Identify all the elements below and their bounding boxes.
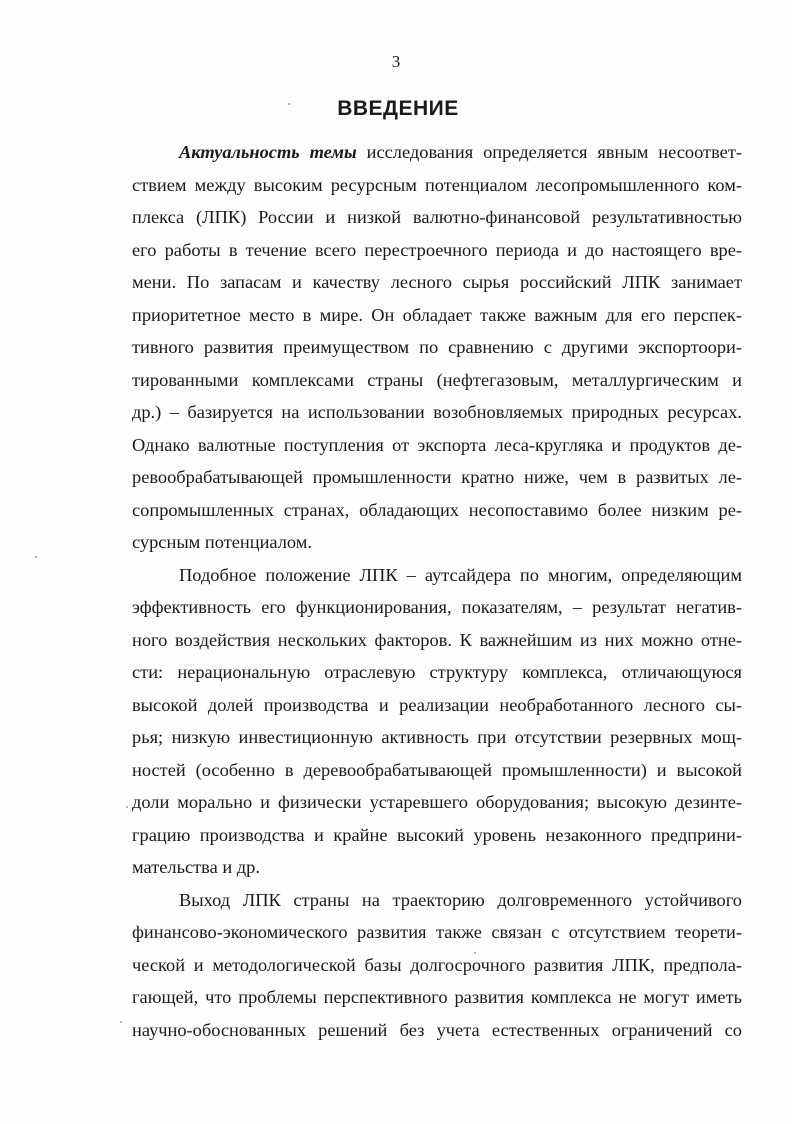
text-line: научно-обоснованных решений без учета естественных ограничений со (132, 1019, 742, 1040)
text-line: сопромышленных странах, обладающих несопоставимо более низким ре- (132, 499, 742, 520)
text-line: высокой долей производства и реализации необработанного лесного сы- (132, 694, 742, 715)
text-line: его работы в течение всего перестроечного периода и до настоящего вре- (132, 239, 742, 260)
text-line: грацию производства и крайне высокий уровень незаконного предприни- (132, 824, 742, 845)
page-number: 3 (391, 52, 401, 71)
section-heading: ВВЕДЕНИЕ (337, 97, 459, 120)
text-line: плекса (ЛПК) России и низкой валютно-финансовой результативностью (132, 207, 742, 227)
scan-speck (288, 103, 290, 105)
text-line: ностей (особенно в деревообрабатывающей промышленности) и высокой (132, 759, 742, 780)
scan-speck (120, 1021, 122, 1023)
scan-speck (474, 952, 476, 954)
text-line: мательства и др. (132, 857, 260, 877)
text-line: сурсным потенциалом. (132, 532, 313, 552)
paragraph-1 (132, 136, 742, 559)
text-line: рья; низкую инвестиционную активность при отсутствии резервных мощ- (132, 727, 742, 747)
emphasis-topic-relevance: Актуальность темы (179, 142, 357, 162)
text-line: тивного развития преимуществом по сравнению с другими экспортоори- (132, 337, 742, 357)
text-line: Актуальность темы исследования определяется явным несоответ- (179, 142, 742, 162)
body-text (132, 136, 742, 1046)
paragraph-2 (132, 559, 742, 884)
text-line: тированными комплексами страны (нефтегазовым, металлургическим и (132, 369, 742, 390)
text-line: ствием между высоким ресурсным потенциалом лесопромышленного ком- (132, 174, 742, 195)
text-line: приоритетное место в мире. Он обладает также важным для его перспек- (132, 304, 742, 325)
text-line: Однако валютные поступления от экспорта леса-кругляка и продуктов де- (132, 434, 742, 455)
scan-speck (35, 556, 37, 558)
scan-speck (126, 806, 128, 808)
text-line: эффективность его функционирования, показателям, – результат негатив- (132, 597, 742, 617)
text-line: мени. По запасам и качеству лесного сырья российский ЛПК занимает (132, 272, 742, 292)
text-line: доли морально и физически устаревшего оборудования; высокую дезинте- (132, 792, 742, 812)
text-line: финансово-экономического развития также связан с отсутствием теорети- (132, 922, 742, 942)
text-line: ческой и методологической базы долгосрочного развития ЛПК, предпола- (132, 954, 742, 975)
text-line: ного воздействия нескольких факторов. К важнейшим из них можно отне- (132, 629, 742, 650)
text-line: Подобное положение ЛПК – аутсайдера по многим, определяющим (179, 564, 742, 585)
text-line: сти: нерациональную отраслевую структуру комплекса, отличающуюся (132, 662, 742, 682)
text-line: др.) – базируется на использовании возобновляемых природных ресурсах. (132, 402, 742, 422)
text-line: ревообрабатывающей промышленности кратно ниже, чем в развитых ле- (132, 467, 742, 487)
paragraph-3 (132, 884, 742, 1047)
text-line: Выход ЛПК страны на траекторию долговременного устойчивого (179, 889, 742, 910)
text-line: гающей, что проблемы перспективного развития комплекса не могут иметь (132, 987, 742, 1007)
